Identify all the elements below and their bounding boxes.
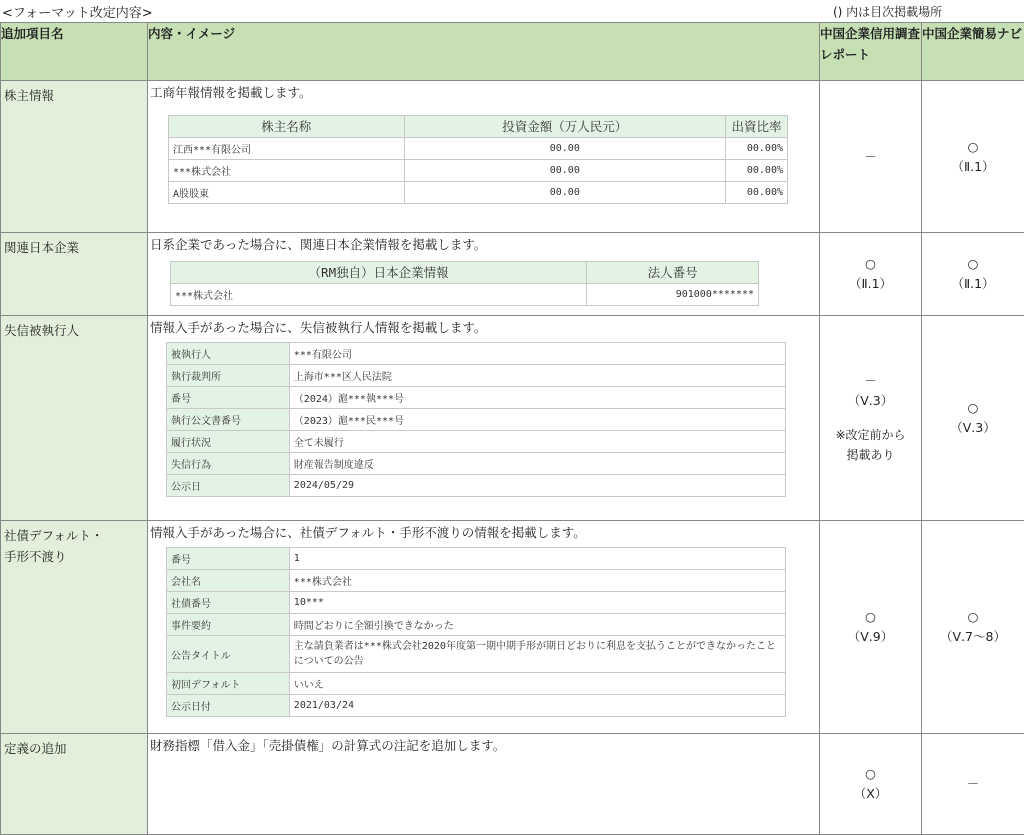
field-value: 全て未履行 — [289, 431, 785, 453]
field-value: 2021/03/24 — [289, 695, 785, 717]
field-value: ***有限公司 — [289, 343, 785, 365]
item-content — [148, 81, 820, 233]
item-description: 情報入手があった場合に、社債デフォルト・手形不渡りの情報を掲載します。 — [150, 525, 817, 541]
field-label: 公示日付 — [167, 695, 290, 717]
item-content — [148, 233, 820, 316]
table-row — [1, 81, 1024, 233]
navi-mark: ○ （Ⅴ.7～8） — [922, 521, 1024, 734]
format-revision-caption: <フォーマット改定内容> — [2, 2, 153, 21]
dishonest-debtor-table — [166, 342, 786, 497]
navi-mark: ○ （Ⅴ.3） — [922, 316, 1024, 521]
field-value: 10*** — [289, 592, 785, 614]
report-mark: ○ （Ⅱ.1） — [820, 233, 922, 316]
item-content — [148, 521, 820, 734]
table-cell: A股股東 — [169, 182, 405, 204]
field-value: 時間どおりに全額引換できなかった — [289, 614, 785, 636]
table-cell: 00.00 — [404, 182, 725, 204]
field-value: 1 — [289, 548, 785, 570]
item-name: 株主情報 — [1, 81, 148, 233]
table-cell: 00.00 — [404, 138, 725, 160]
field-value: （2024）滬***執***号 — [289, 387, 785, 409]
field-value: 上海市***区人民法院 — [289, 365, 785, 387]
field-value: 主な請負業者は***株式会社2020年度第一期中期手形が期日どおりに利息を支払うことができなかったことについての公告 — [289, 636, 785, 673]
item-description: 財務指標「借入金」「売掛債権」の計算式の注記を追加します。 — [150, 738, 817, 754]
column-header: 投資金額（万人民元） — [404, 116, 725, 138]
column-header: （RM独自）日本企業情報 — [171, 262, 587, 284]
table-row — [1, 521, 1024, 734]
item-description: 工商年報情報を掲載します。 — [150, 85, 817, 101]
bond-default-table — [166, 547, 786, 717]
field-label: 失信行為 — [167, 453, 290, 475]
report-mark: － （Ⅴ.3） ※改定前から 掲載あり — [820, 316, 922, 521]
item-name: 社債デフォルト・ 手形不渡り — [1, 521, 148, 734]
table-cell: 江西***有限公司 — [169, 138, 405, 160]
column-header: 法人番号 — [587, 262, 759, 284]
table-row — [1, 233, 1024, 316]
field-label: 公示日 — [167, 475, 290, 497]
table-cell: 901000******* — [587, 284, 759, 306]
field-label: 社債番号 — [167, 592, 290, 614]
table-row — [1, 734, 1024, 835]
field-value: 財産報告制度違反 — [289, 453, 785, 475]
field-label: 執行公文書番号 — [167, 409, 290, 431]
field-label: 被執行人 — [167, 343, 290, 365]
item-name: 関連日本企業 — [1, 233, 148, 316]
table-row — [1, 316, 1024, 521]
field-label: 番号 — [167, 387, 290, 409]
item-description: 情報入手があった場合に、失信被執行人情報を掲載します。 — [150, 320, 817, 336]
field-label: 公告タイトル — [167, 636, 290, 673]
item-content — [148, 316, 820, 521]
header-navi: 中国企業簡易ナビ — [922, 23, 1024, 81]
field-label: 初回デフォルト — [167, 673, 290, 695]
table-cell: 00.00% — [726, 182, 788, 204]
navi-mark: － — [922, 734, 1024, 835]
field-value: いいえ — [289, 673, 785, 695]
field-value: ***株式会社 — [289, 570, 785, 592]
item-name: 定義の追加 — [1, 734, 148, 835]
table-cell: 00.00% — [726, 138, 788, 160]
column-header: 出資比率 — [726, 116, 788, 138]
field-label: 番号 — [167, 548, 290, 570]
report-mark: ○ （Ⅹ） — [820, 734, 922, 835]
field-value: 2024/05/29 — [289, 475, 785, 497]
item-content — [148, 734, 820, 835]
item-description: 日系企業であった場合に、関連日本企業情報を掲載します。 — [150, 237, 817, 253]
navi-mark: ○ （Ⅱ.1） — [922, 233, 1024, 316]
field-label: 事件要約 — [167, 614, 290, 636]
header-item-name: 追加項目名 — [1, 23, 148, 81]
table-cell: 00.00 — [404, 160, 725, 182]
report-mark: ○ （Ⅴ.9） — [820, 521, 922, 734]
table-cell: ***株式会社 — [169, 160, 405, 182]
navi-mark: ○ （Ⅱ.1） — [922, 81, 1024, 233]
header-report: 中国企業信用調査レポート — [820, 23, 922, 81]
revision-note: 掲載あり — [820, 445, 921, 465]
header-content: 内容・イメージ — [148, 23, 820, 81]
toc-location-note: () 内は目次掲載場所 — [833, 3, 942, 20]
field-label: 執行裁判所 — [167, 365, 290, 387]
table-cell: 00.00% — [726, 160, 788, 182]
field-label: 履行状況 — [167, 431, 290, 453]
field-label: 会社名 — [167, 570, 290, 592]
report-mark: － — [820, 81, 922, 233]
revision-note: ※改定前から — [820, 425, 921, 445]
field-value: （2023）滬***民***号 — [289, 409, 785, 431]
table-cell: ***株式会社 — [171, 284, 587, 306]
revision-table — [0, 22, 1024, 835]
shareholder-table — [168, 115, 788, 204]
item-name: 失信被執行人 — [1, 316, 148, 521]
related-company-table — [170, 261, 759, 306]
column-header: 株主名称 — [169, 116, 405, 138]
